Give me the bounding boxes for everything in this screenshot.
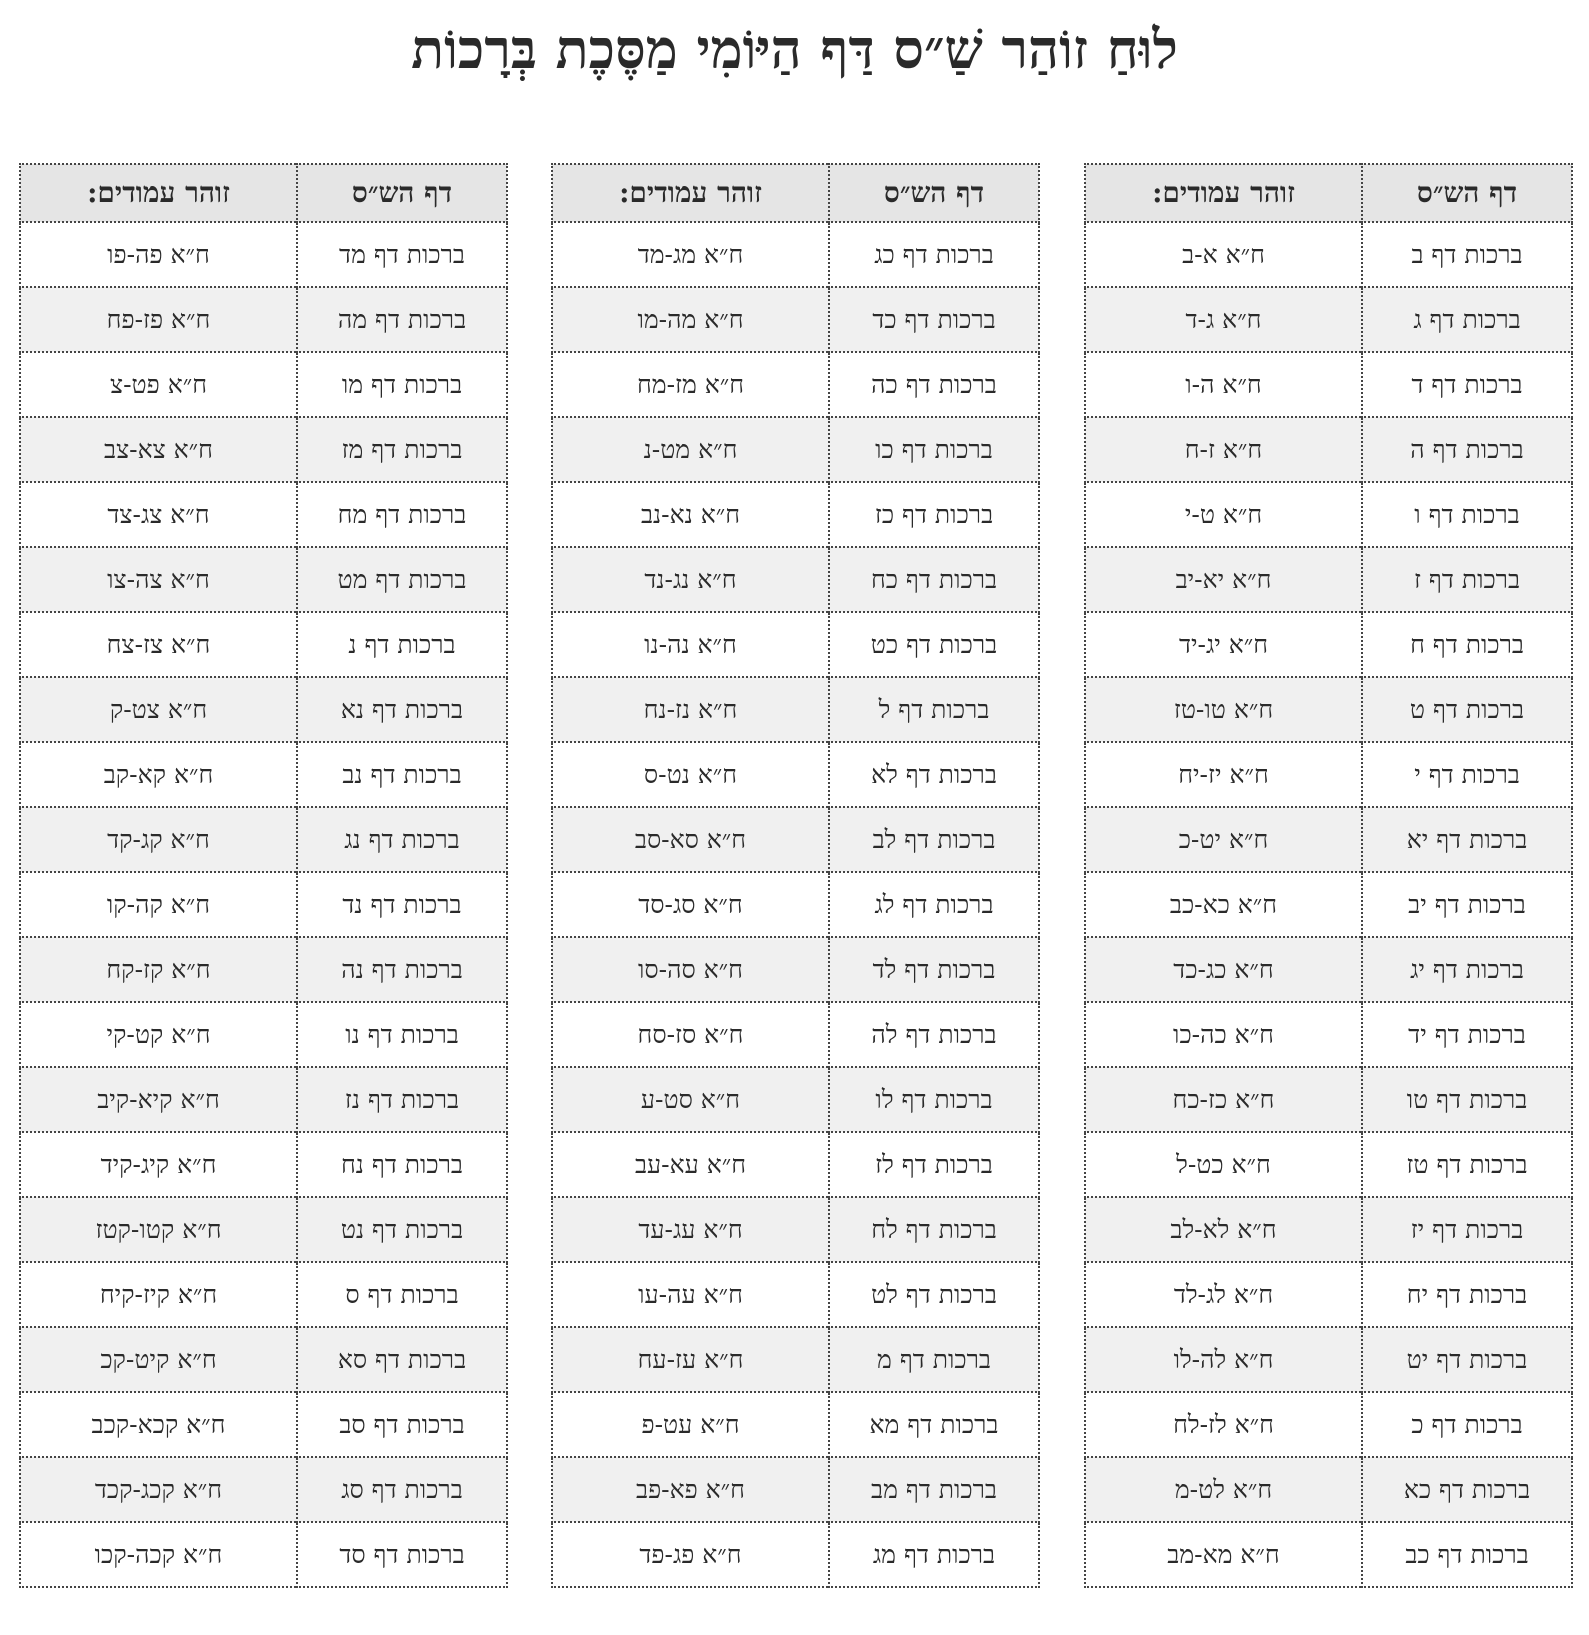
daf-cell: ברכות דף סג [297,1457,507,1522]
daf-cell: ברכות דף יג [1362,937,1572,1002]
table-row [1085,872,1572,937]
table-row [20,1457,507,1522]
zohar-cell: ח״א נג-נד [552,547,829,612]
zohar-cell: ח״א לג-לד [1085,1262,1362,1327]
table-row [20,1392,507,1457]
table-header-row [552,164,1039,222]
zohar-cell: ח״א צז-צח [20,612,297,677]
table-row [20,222,507,287]
daf-cell: ברכות דף כח [829,547,1039,612]
table-row [1085,287,1572,352]
zohar-cell: ח״א כט-ל [1085,1132,1362,1197]
daf-cell: ברכות דף ה [1362,417,1572,482]
daf-cell: ברכות דף מז [297,417,507,482]
daf-cell: ברכות דף מד [297,222,507,287]
zohar-cell: ח״א פה-פו [20,222,297,287]
daf-cell: ברכות דף נח [297,1132,507,1197]
table-row [1085,1522,1572,1587]
table-row [552,1002,1039,1067]
daf-cell: ברכות דף מא [829,1392,1039,1457]
table-row [20,1067,507,1132]
daf-cell: ברכות דף נד [297,872,507,937]
zohar-cell: ח״א מג-מד [552,222,829,287]
zohar-cell: ח״א צג-צד [20,482,297,547]
table-row [552,742,1039,807]
table-row [1085,1457,1572,1522]
daf-cell: ברכות דף כד [829,287,1039,352]
table-row [20,1197,507,1262]
zohar-cell: ח״א פז-פח [20,287,297,352]
daf-cell: ברכות דף כה [829,352,1039,417]
daf-cell: ברכות דף יא [1362,807,1572,872]
table-header-row [20,164,507,222]
zohar-cell: ח״א סז-סח [552,1002,829,1067]
zohar-cell: ח״א קכג-קכד [20,1457,297,1522]
zohar-cell: ח״א עז-עח [552,1327,829,1392]
zohar-cell: ח״א מה-מו [552,287,829,352]
daf-cell: ברכות דף מג [829,1522,1039,1587]
daf-cell: ברכות דף יט [1362,1327,1572,1392]
table-row [20,417,507,482]
zohar-cell: ח״א קג-קד [20,807,297,872]
zohar-cell: ח״א קיג-קיד [20,1132,297,1197]
table-body [1085,222,1572,1587]
zohar-cell: ח״א קיט-קכ [20,1327,297,1392]
table-row [1085,742,1572,807]
table-row [1085,417,1572,482]
zohar-cell: ח״א לה-לו [1085,1327,1362,1392]
zohar-cell: ח״א כג-כד [1085,937,1362,1002]
zohar-cell: ח״א סה-סו [552,937,829,1002]
table-row [20,1002,507,1067]
table-row [552,1327,1039,1392]
daf-cell: ברכות דף כב [1362,1522,1572,1587]
daf-cell: ברכות דף י [1362,742,1572,807]
table-row [1085,1327,1572,1392]
table-row [552,1457,1039,1522]
daf-cell: ברכות דף נא [297,677,507,742]
zohar-cell: ח״א נט-ס [552,742,829,807]
daf-cell: ברכות דף סא [297,1327,507,1392]
daf-cell: ברכות דף נט [297,1197,507,1262]
daf-cell: ברכות דף מט [297,547,507,612]
zohar-cell: ח״א צה-צו [20,547,297,612]
table-row [552,1522,1039,1587]
table-row [1085,677,1572,742]
daf-cell: ברכות דף נו [297,1002,507,1067]
zohar-cell: ח״א נא-נב [552,482,829,547]
daf-cell: ברכות דף ס [297,1262,507,1327]
table-row [20,742,507,807]
table-row [552,1262,1039,1327]
daf-cell: ברכות דף כג [829,222,1039,287]
daf-cell: ברכות דף טו [1362,1067,1572,1132]
daf-cell: ברכות דף כז [829,482,1039,547]
zohar-cell: ח״א מט-נ [552,417,829,482]
header-zohar: זוהר עמודים: [1085,164,1362,222]
table-row [1085,352,1572,417]
daf-cell: ברכות דף יח [1362,1262,1572,1327]
zohar-cell: ח״א נז-נח [552,677,829,742]
table-row [1085,1197,1572,1262]
header-zohar: זוהר עמודים: [552,164,829,222]
daf-cell: ברכות דף נה [297,937,507,1002]
zohar-cell: ח״א יג-יד [1085,612,1362,677]
table-row [1085,482,1572,547]
daf-cell: ברכות דף נ [297,612,507,677]
daf-cell: ברכות דף ט [1362,677,1572,742]
table-row [20,807,507,872]
table-row [552,612,1039,677]
table-row [20,352,507,417]
daf-cell: ברכות דף יז [1362,1197,1572,1262]
daf-cell: ברכות דף נב [297,742,507,807]
daf-cell: ברכות דף מה [297,287,507,352]
daf-cell: ברכות דף לד [829,937,1039,1002]
table-row [552,547,1039,612]
zohar-cell: ח״א צט-ק [20,677,297,742]
table-row [20,612,507,677]
schedule-table-1 [1084,163,1573,1588]
daf-cell: ברכות דף מ [829,1327,1039,1392]
zohar-cell: ח״א טו-טז [1085,677,1362,742]
daf-cell: ברכות דף לא [829,742,1039,807]
daf-cell: ברכות דף לח [829,1197,1039,1262]
table-row [1085,612,1572,677]
table-row [552,1132,1039,1197]
daf-cell: ברכות דף מח [297,482,507,547]
daf-cell: ברכות דף כ [1362,1392,1572,1457]
zohar-cell: ח״א קיא-קיב [20,1067,297,1132]
table-row [1085,1067,1572,1132]
daf-cell: ברכות דף ו [1362,482,1572,547]
schedule-table-2 [551,163,1040,1588]
zohar-cell: ח״א יז-יח [1085,742,1362,807]
daf-cell: ברכות דף טז [1362,1132,1572,1197]
zohar-cell: ח״א קיז-קיח [20,1262,297,1327]
zohar-cell: ח״א לא-לב [1085,1197,1362,1262]
zohar-cell: ח״א עה-עו [552,1262,829,1327]
daf-cell: ברכות דף כט [829,612,1039,677]
table-row [20,1522,507,1587]
daf-cell: ברכות דף ח [1362,612,1572,677]
table-row [552,1392,1039,1457]
table-row [20,287,507,352]
header-zohar: זוהר עמודים: [20,164,297,222]
zohar-cell: ח״א ה-ו [1085,352,1362,417]
table-row [1085,1262,1572,1327]
table-row [20,1262,507,1327]
table-row [552,872,1039,937]
table-row [20,937,507,1002]
daf-cell: ברכות דף יד [1362,1002,1572,1067]
daf-cell: ברכות דף לב [829,807,1039,872]
zohar-cell: ח״א פא-פב [552,1457,829,1522]
zohar-cell: ח״א פט-צ [20,352,297,417]
zohar-cell: ח״א מא-מב [1085,1522,1362,1587]
zohar-cell: ח״א ט-י [1085,482,1362,547]
table-row [552,1067,1039,1132]
table-row [20,677,507,742]
table-row [20,1132,507,1197]
daf-cell: ברכות דף נג [297,807,507,872]
zohar-cell: ח״א ג-ד [1085,287,1362,352]
table-row [1085,1392,1572,1457]
table-row [1085,222,1572,287]
table-row [1085,807,1572,872]
zohar-cell: ח״א יא-יב [1085,547,1362,612]
table-row [552,937,1039,1002]
zohar-cell: ח״א קכא-קכב [20,1392,297,1457]
daf-cell: ברכות דף יב [1362,872,1572,937]
daf-cell: ברכות דף סד [297,1522,507,1587]
daf-cell: ברכות דף ל [829,677,1039,742]
daf-cell: ברכות דף ג [1362,287,1572,352]
zohar-cell: ח״א א-ב [1085,222,1362,287]
header-daf: דף הש״ס [829,164,1039,222]
table-row [1085,1002,1572,1067]
page-title: לוּחַ זוֹהַר שַׁ״ס דַּף הַיּוֹמִי מַסֶּכֶת בְּרָכוֹת [411,17,1178,81]
table-row [20,547,507,612]
zohar-cell: ח״א קה-קו [20,872,297,937]
table-row [552,1197,1039,1262]
table-row [552,222,1039,287]
table-row [552,677,1039,742]
zohar-cell: ח״א כה-כו [1085,1002,1362,1067]
zohar-cell: ח״א פג-פד [552,1522,829,1587]
header-daf: דף הש״ס [297,164,507,222]
daf-cell: ברכות דף לה [829,1002,1039,1067]
zohar-cell: ח״א יט-כ [1085,807,1362,872]
daf-cell: ברכות דף כו [829,417,1039,482]
zohar-cell: ח״א לז-לח [1085,1392,1362,1457]
table-row [20,482,507,547]
daf-cell: ברכות דף מו [297,352,507,417]
zohar-cell: ח״א קטו-קטז [20,1197,297,1262]
daf-cell: ברכות דף ב [1362,222,1572,287]
zohar-cell: ח״א מז-מח [552,352,829,417]
daf-cell: ברכות דף ד [1362,352,1572,417]
table-row [1085,1132,1572,1197]
zohar-cell: ח״א עג-עד [552,1197,829,1262]
zohar-cell: ח״א עא-עב [552,1132,829,1197]
table-row [552,417,1039,482]
daf-cell: ברכות דף ז [1362,547,1572,612]
daf-cell: ברכות דף לז [829,1132,1039,1197]
zohar-cell: ח״א קא-קב [20,742,297,807]
table-row [20,872,507,937]
zohar-cell: ח״א ז-ח [1085,417,1362,482]
daf-cell: ברכות דף מב [829,1457,1039,1522]
zohar-cell: ח״א קז-קח [20,937,297,1002]
daf-cell: ברכות דף כא [1362,1457,1572,1522]
daf-cell: ברכות דף לג [829,872,1039,937]
zohar-cell: ח״א סג-סד [552,872,829,937]
table-body [20,222,507,1587]
zohar-cell: ח״א לט-מ [1085,1457,1362,1522]
zohar-cell: ח״א נה-נו [552,612,829,677]
zohar-cell: ח״א עט-פ [552,1392,829,1457]
daf-cell: ברכות דף סב [297,1392,507,1457]
table-row [552,352,1039,417]
table-row [20,1327,507,1392]
zohar-cell: ח״א כז-כח [1085,1067,1362,1132]
table-body [552,222,1039,1587]
daf-cell: ברכות דף לט [829,1262,1039,1327]
zohar-cell: ח״א סט-ע [552,1067,829,1132]
header-daf: דף הש״ס [1362,164,1572,222]
zohar-cell: ח״א קט-קי [20,1002,297,1067]
table-row [552,807,1039,872]
daf-cell: ברכות דף נז [297,1067,507,1132]
daf-cell: ברכות דף לו [829,1067,1039,1132]
table-row [1085,937,1572,1002]
table-header-row [1085,164,1572,222]
table-row [1085,547,1572,612]
zohar-cell: ח״א כא-כב [1085,872,1362,937]
zohar-cell: ח״א צא-צב [20,417,297,482]
table-row [552,482,1039,547]
schedule-table-3 [19,163,508,1588]
zohar-cell: ח״א קכה-קכו [20,1522,297,1587]
table-row [552,287,1039,352]
zohar-cell: ח״א סא-סב [552,807,829,872]
